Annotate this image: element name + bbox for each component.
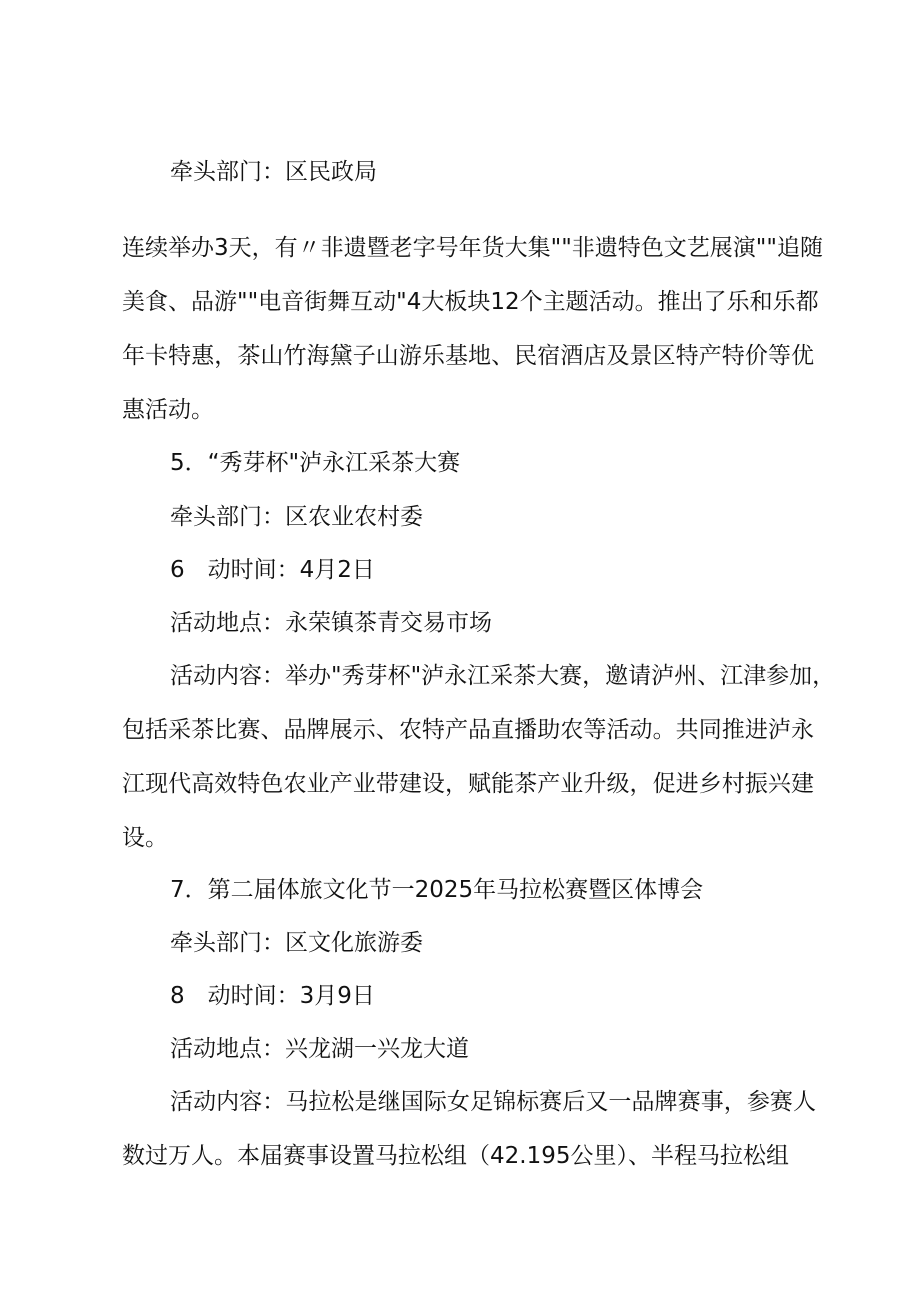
paragraph-line-body: 美食、品游""电音街舞互动"4大板块12个主题活动。推出了乐和乐都 [122,289,819,315]
section-heading-7: 7．第二届体旅文化节一2025年马拉松赛暨区体博会 [170,877,704,903]
section-heading-5: 5．“秀芽杯"泸永江采茶大赛 [170,450,461,476]
paragraph-line-body: 江现代高效特色农业产业带建设，赋能茶产业升级，促进乡村振兴建 [122,771,814,797]
paragraph-line-body: 年卡特惠，茶山竹海黛子山游乐基地、民宿酒店及景区特产特价等优 [122,343,814,369]
paragraph-line-body: 连续举办3天，有〃非遗暨老字号年货大集""非遗特色文艺展演""追随 [122,235,823,261]
paragraph-line-activity-location: 活动地点：永荣镇茶青交易市场 [170,610,492,636]
paragraph-line-body: 包括采茶比赛、品牌展示、农特产品直播助农等活动。共同推进泸永 [122,717,814,743]
paragraph-line-activity-content: 活动内容：马拉松是继国际女足锦标赛后又一品牌赛事，参赛人 [170,1089,816,1115]
paragraph-line-lead-dept: 牵头部门：区农业农村委 [170,504,423,530]
paragraph-line-body: 设。 [122,825,168,851]
paragraph-line-body: 惠活动。 [122,397,214,423]
paragraph-line-activity-location: 活动地点：兴龙湖一兴龙大道 [170,1036,469,1062]
paragraph-line-lead-dept-civil-affairs: 牵头部门：区民政局 [170,159,377,185]
paragraph-line-activity-time: 8 动时间：3月9日 [170,983,375,1009]
paragraph-line-body: 数过万人。本届赛事设置马拉松组（42.195公里）、半程马拉松组 [122,1143,789,1169]
paragraph-line-activity-time: 6 动时间：4月2日 [170,557,375,583]
paragraph-line-activity-content: 活动内容：举办"秀芽杯"泸永江采茶大赛，邀请泸州、江津参加， [170,663,836,689]
paragraph-line-lead-dept: 牵头部门：区文化旅游委 [170,930,423,956]
